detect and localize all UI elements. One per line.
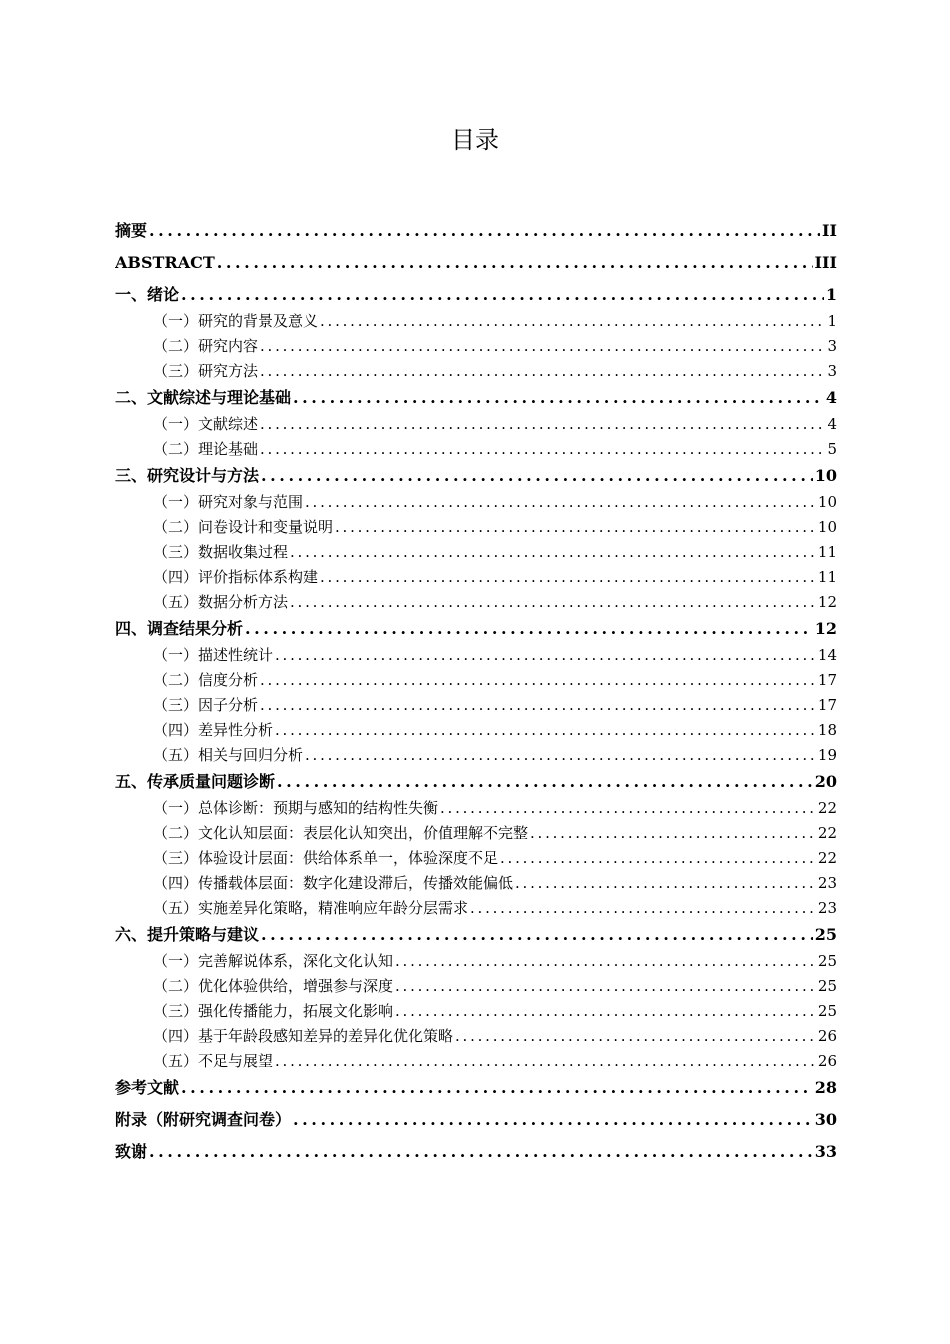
toc-entry-title: （五）数据分析方法 [153,593,289,611]
toc-page-number: 25 [814,925,837,944]
toc-entry-title: （一）总体诊断：预期与感知的结构性失衡 [153,799,439,817]
toc-entry-title: （一）完善解说体系，深化文化认知 [153,952,394,970]
toc-entry-section[interactable] [115,1026,837,1051]
toc-page-number: 22 [817,824,837,842]
toc-dot-leader [149,219,820,243]
toc-entry-title: （一）文献综述 [153,415,259,433]
toc-entry-section[interactable] [115,823,837,848]
toc-page-number: 1 [825,285,837,304]
toc-entry-title: （一）研究的背景及意义 [153,312,319,330]
toc-entry-title: （五）不足与展望 [153,1052,274,1070]
toc-entry-title: 五、传承质量问题诊断 [115,772,276,791]
toc-entry-title: 致谢 [115,1142,148,1161]
toc-dot-leader [290,542,816,562]
toc-entry-section[interactable] [115,720,837,745]
toc-page-number: 17 [817,671,837,689]
toc-dot-leader [217,251,813,275]
toc-page-number: 20 [814,772,837,791]
toc-entry-section[interactable] [115,361,837,386]
toc-entry-chapter[interactable] [115,1076,837,1108]
toc-dot-leader [277,770,813,794]
toc-page-number: 19 [817,746,837,764]
toc-entry-title: （四）传播载体层面：数字化建设滞后，传播效能偏低 [153,874,514,892]
toc-page-number: 1 [827,312,837,330]
toc-entry-section[interactable] [115,976,837,1001]
toc-dot-leader [261,464,813,488]
toc-dot-leader [455,1026,816,1046]
toc-page-number: 23 [817,899,837,917]
toc-dot-leader [395,976,816,996]
toc-dot-leader [335,517,816,537]
toc-entry-title: （二）问卷设计和变量说明 [153,518,334,536]
toc-dot-leader [260,336,825,356]
toc-dot-leader [395,1001,816,1021]
toc-entry-section[interactable] [115,695,837,720]
toc-entry-title: （五）实施差异化策略，精准响应年龄分层需求 [153,899,469,917]
toc-page-number: II [822,221,837,240]
toc-dot-leader [260,361,825,381]
toc-entry-section[interactable] [115,336,837,361]
toc-dot-leader [320,311,825,331]
toc-page-number: 14 [817,646,837,664]
toc-page-number: 28 [814,1078,837,1097]
toc-page-number: 22 [817,799,837,817]
toc-page-number: 18 [817,721,837,739]
toc-page-number: 12 [817,593,837,611]
toc-entry-section[interactable] [115,645,837,670]
toc-page-number: 26 [817,1027,837,1045]
toc-entry-title: 附录（附研究调查问卷） [115,1110,292,1129]
toc-entry-chapter[interactable] [115,251,837,283]
toc-dot-leader [245,617,813,641]
toc-entry-title: （二）信度分析 [153,671,259,689]
toc-entry-section[interactable] [115,745,837,770]
toc-page-number: 12 [814,619,837,638]
toc-entry-section[interactable] [115,517,837,542]
toc-page-number: 11 [817,543,837,561]
toc-entry-title: （二）文化认知层面：表层化认知突出，价值理解不完整 [153,824,529,842]
toc-entry-title: 二、文献综述与理论基础 [115,388,292,407]
toc-page-number: 30 [814,1110,837,1129]
toc-page-number: 5 [827,440,837,458]
toc-page-number: 10 [814,466,837,485]
toc-entry-section[interactable] [115,567,837,592]
toc-page-number: III [814,253,837,272]
toc-dot-leader [515,873,816,893]
toc-entry-section[interactable] [115,492,837,517]
toc-entry-title: （三）强化传播能力，拓展文化影响 [153,1002,394,1020]
toc-entry-title: （三）因子分析 [153,696,259,714]
toc-dot-leader [275,645,816,665]
toc-dot-leader [260,439,825,459]
toc-dot-leader [470,898,816,918]
toc-entry-section[interactable] [115,848,837,873]
toc-dot-leader [530,823,816,843]
toc-dot-leader [320,567,816,587]
toc-entry-title: （三）数据收集过程 [153,543,289,561]
toc-entry-title: （五）相关与回归分析 [153,746,304,764]
toc-page-number: 17 [817,696,837,714]
toc-dot-leader [261,923,813,947]
toc-page-number: 23 [817,874,837,892]
toc-entry-section[interactable] [115,670,837,695]
toc-page-number: 4 [825,388,837,407]
toc-entry-section[interactable] [115,1051,837,1076]
toc-entry-title: （二）优化体验供给，增强参与深度 [153,977,394,995]
toc-entry-chapter[interactable] [115,1108,837,1140]
toc-entry-title: （四）差异性分析 [153,721,274,739]
toc-dot-leader [305,492,816,512]
toc-entry-title: （三）研究方法 [153,362,259,380]
toc-page-number: 33 [814,1142,837,1161]
toc-entry-title: 一、绪论 [115,285,180,304]
toc-entry-title: 六、提升策略与建议 [115,925,260,944]
toc-entry-section[interactable] [115,414,837,439]
toc-page-number: 26 [817,1052,837,1070]
table-of-contents [115,219,837,1172]
toc-entry-title: 摘要 [115,221,148,240]
toc-entry-section[interactable] [115,873,837,898]
toc-entry-section[interactable] [115,542,837,567]
toc-dot-leader [181,283,824,307]
toc-entry-title: 三、研究设计与方法 [115,466,260,485]
toc-dot-leader [293,386,824,410]
toc-dot-leader [440,798,816,818]
toc-entry-section[interactable] [115,951,837,976]
toc-entry-section[interactable] [115,311,837,336]
toc-dot-leader [149,1140,813,1164]
toc-page-number: 4 [827,415,837,433]
toc-page-number: 10 [817,493,837,511]
toc-entry-chapter[interactable] [115,1140,837,1172]
toc-page-number: 22 [817,849,837,867]
toc-entry-section[interactable] [115,439,837,464]
toc-entry-title: （一）研究对象与范围 [153,493,304,511]
toc-entry-title: 四、调查结果分析 [115,619,244,638]
toc-dot-leader [395,951,816,971]
toc-entry-title: 参考文献 [115,1078,180,1097]
toc-dot-leader [260,670,816,690]
toc-page-number: 3 [827,337,837,355]
toc-page-number: 11 [817,568,837,586]
toc-entry-section[interactable] [115,1001,837,1026]
toc-entry-title: （二）研究内容 [153,337,259,355]
toc-dot-leader [275,720,816,740]
toc-dot-leader [275,1051,816,1071]
toc-entry-title: ABSTRACT [115,253,215,272]
toc-page-number: 25 [817,1002,837,1020]
toc-entry-chapter[interactable] [115,219,837,251]
toc-dot-leader [181,1076,813,1100]
toc-page-number: 25 [817,977,837,995]
toc-page-number: 25 [817,952,837,970]
toc-entry-section[interactable] [115,592,837,617]
toc-page-number: 10 [817,518,837,536]
toc-dot-leader [290,592,816,612]
toc-entry-title: （一）描述性统计 [153,646,274,664]
toc-entry-title: （四）评价指标体系构建 [153,568,319,586]
toc-dot-leader [260,414,825,434]
page-title: 目录 [451,126,499,154]
toc-page-number: 3 [827,362,837,380]
toc-entry-title: （二）理论基础 [153,440,259,458]
toc-entry-section[interactable] [115,798,837,823]
toc-entry-title: （四）基于年龄段感知差异的差异化优化策略 [153,1027,454,1045]
toc-dot-leader [500,848,816,868]
toc-entry-title: （三）体验设计层面：供给体系单一，体验深度不足 [153,849,499,867]
toc-dot-leader [260,695,816,715]
toc-entry-section[interactable] [115,898,837,923]
toc-dot-leader [305,745,816,765]
toc-dot-leader [293,1108,813,1132]
